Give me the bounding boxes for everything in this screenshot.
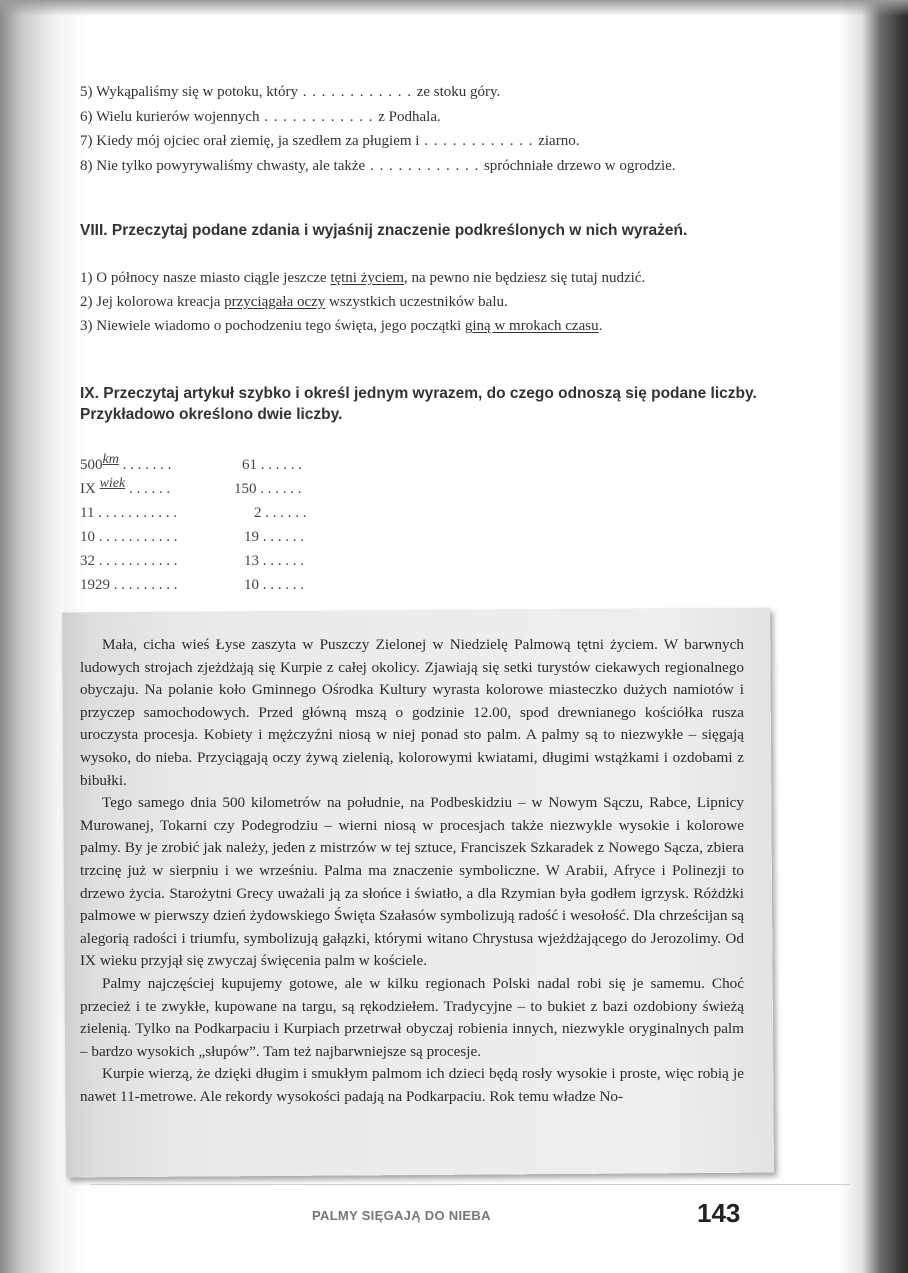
number-entry: 10 . . . . . . xyxy=(244,577,304,593)
item-text: ziarno. xyxy=(538,133,580,149)
article-paragraph: Mała, cicha wieś Łyse zaszyta w Puszczy Zielonej w Niedzielę Palmową tętni życiem. W barwnych ludowych strojach zjeżdżają się Kurpie z całej okolicy. Zjawiają się setki turystów ciekawych regionalnego obyczaju. Na polanie koło Gminnego Ośrodka Kultury wyrasta kolorowe miasteczko dużych namiotów i przyczep samochodowych. Przed główną mszą o godzinie 12.00, spod drewnianego kościółka rusza uroczysta procesja. Kobiety i mężczyźni niosą w niej ponad sto palm. A palmy są to niezwykłe – sięgają wysoko, do nieba. Przyciągają oczy żywą zielenią, kolorowymi kwiatami, długimi wstążkami i ozdobami z bibułki. xyxy=(80,636,744,789)
number-entry: IX wiek . . . . . . xyxy=(80,476,171,497)
answer-blank: . . . . . . . . . . . . xyxy=(259,109,379,125)
item-text: 3) Niewiele wiadomo o pochodzeniu tego święta, jego początki xyxy=(80,318,465,334)
article-paragraph: Kurpie wierzą, że dzięki długim i smukłym palmom ich dzieci będą rosły wysokie i proste, więc robią je nawet 11-metrowe. Ale rekordy wysokości padają na Podkarpaciu. Rok temu władze No- xyxy=(80,1065,744,1105)
item-text: ze stoku góry. xyxy=(416,84,501,100)
number-entry: 150 . . . . . . xyxy=(234,481,302,497)
exercise-vii-item xyxy=(80,107,441,127)
answer-blank: . . . . . . . . . . . . xyxy=(365,158,484,174)
footer-divider xyxy=(90,1184,850,1185)
number-entry: 13 . . . . . . xyxy=(244,553,304,569)
item-text: spróchniałe drzewo w ogrodzie. xyxy=(483,158,676,174)
handwritten-answer: km xyxy=(102,452,119,467)
article xyxy=(80,634,744,1108)
underlined-phrase: przyciągała oczy xyxy=(224,294,326,310)
exercise-viii-item xyxy=(80,316,602,336)
exercise-vii-item xyxy=(80,156,676,176)
number-entry: 11 . . . . . . . . . . . xyxy=(80,505,177,521)
underlined-phrase: tętni życiem xyxy=(330,270,405,286)
item-text: , na pewno nie będziesz się tutaj nudzić. xyxy=(404,270,646,286)
item-text: 6) Wielu kurierów wojennych xyxy=(80,109,260,125)
answer-blank: . . . . . . . . . . . . xyxy=(297,84,417,100)
item-text: wszystkich uczestników balu. xyxy=(325,294,508,310)
number-entry: 10 . . . . . . . . . . . xyxy=(80,529,178,545)
exercise-viii-heading: VIII. Przeczytaj podane zdania i wyjaśnij znaczenie podkreślonych w nich wyrażeń. xyxy=(80,222,688,239)
exercise-vii-item xyxy=(80,82,500,102)
article-paragraph: Palmy najczęściej kupujemy gotowe, ale w kilku regionach Polski nadal robi się je samemu. Choć przecież i te zwykłe, kupowane na targu, są rękodziełem. Tradycyjne – to bukiet z bazi ozdobiony świeżą zielenią. Tylko na Podkarpaciu i Kurpiach przetrwał obyczaj robienia innych, niezwykle oryginalnych palm – bardzo wysokich „słupów”. Tam też najbarwniejsze są procesje. xyxy=(80,974,744,1060)
answer-blank: . . . . . . . . . . . . xyxy=(419,133,539,149)
exercise-viii-item xyxy=(80,292,508,312)
handwritten-answer: wiek xyxy=(99,476,126,491)
item-text: z Podhala. xyxy=(378,109,441,125)
item-text: . xyxy=(598,318,603,334)
number-entry: 500km . . . . . . . xyxy=(80,452,172,473)
item-text: 8) Nie tylko powyrywaliśmy chwasty, ale także xyxy=(80,158,366,174)
item-text: 2) Jej kolorowa kreacja xyxy=(80,294,225,310)
item-text: 5) Wykąpaliśmy się w potoku, który xyxy=(80,84,298,100)
number-entry: 1929 . . . . . . . . . xyxy=(80,577,178,593)
page-number: 143 xyxy=(697,1198,741,1228)
number-entry: 2 . . . . . . xyxy=(254,505,307,521)
exercise-vii-item xyxy=(80,131,579,151)
exercise-viii-item xyxy=(80,268,645,288)
number-entry: 61 . . . . . . xyxy=(242,457,302,473)
exercise-ix-heading: IX. Przeczytaj artykuł szybko i określ jednym wyrazem, do czego odnoszą się podane liczby. Przykładowo określono dwie liczby. xyxy=(80,385,757,423)
number-entry: 32 . . . . . . . . . . . xyxy=(80,553,178,569)
underlined-phrase: giną w mrokach czasu xyxy=(464,318,599,334)
number-entry: 19 . . . . . . xyxy=(244,529,304,545)
article-paragraph: Tego samego dnia 500 kilometrów na południe, na Podbeskidziu – w Nowym Sączu, Rabce, Lipnicy Murowanej, Tokarni czy Podegrodziu – wierni niosą w procesjach także niezwykle wysokie i kolorowe palmy. By je zrobić jak należy, jeden z mistrzów w tej sztuce, Franciszek Szkaradek z Nowego Sącza, zbiera trzcinę już w sierpniu i we wrześniu. Palma ma znaczenie symboliczne. W Arabii, Afryce i Polinezji to drzewo życia. Starożytni Grecy uważali ją za słońce i światło, a dla Rzymian była godłem igrzysk. Różdżki palmowe w pierwszy dzień żydowskiego Święta Szałasów symbolizują radość i wesołość. Dla chrześcijan są alegorią radości i triumfu, symbolizują gałązki, którymi witano Chrystusa wjeżdżającego do Jerozolimy. Od IX wieku przyjął się zwyczaj święcenia palm w kościele. xyxy=(80,794,744,970)
item-text: 7) Kiedy mój ojciec orał ziemię, ja szedłem za pługiem i xyxy=(80,133,420,149)
running-footer-title: PALMY SIĘGAJĄ DO NIEBA xyxy=(312,1208,491,1223)
item-text: 1) O północy nasze miasto ciągle jeszcze xyxy=(80,270,331,286)
